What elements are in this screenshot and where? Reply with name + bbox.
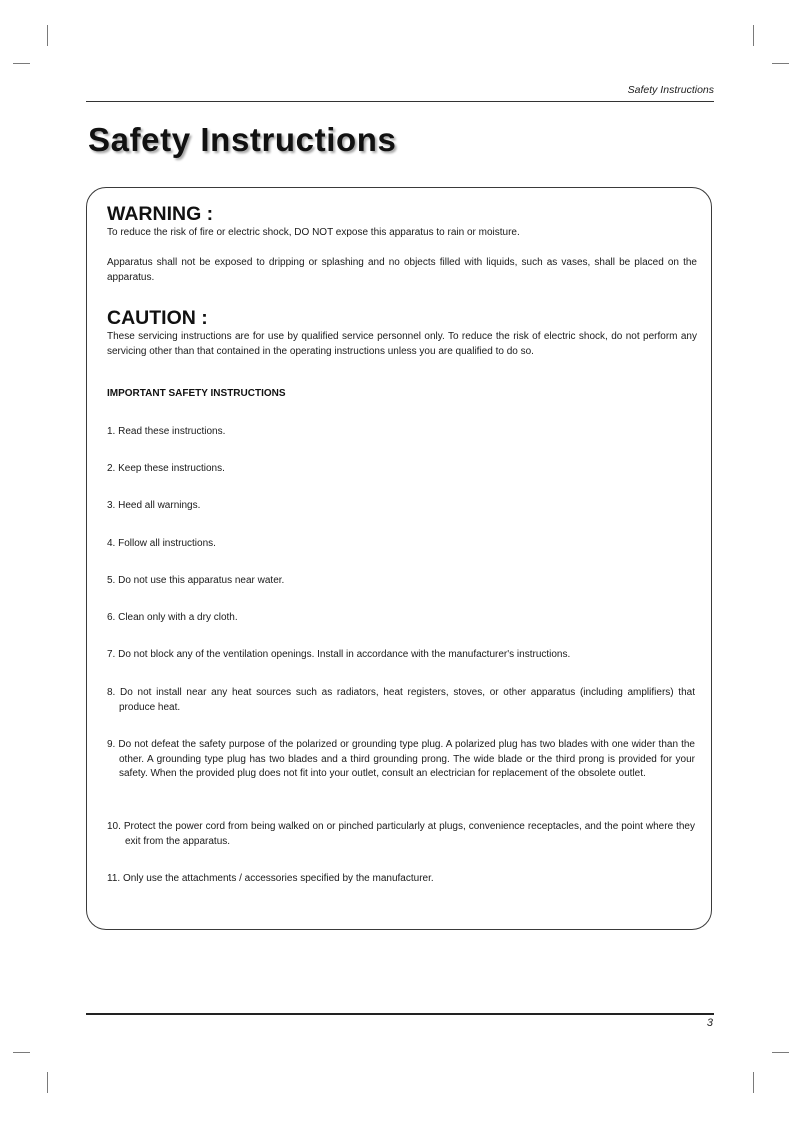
instruction-item-2: 2. Keep these instructions. xyxy=(107,463,225,474)
instruction-item-7: 7. Do not block any of the ventilation openings. Install in accordance with the manufacturer's instructions. xyxy=(107,649,571,660)
safety-box xyxy=(86,187,712,930)
crop-mark-top-left-vertical xyxy=(47,25,48,46)
header-rule xyxy=(86,101,714,102)
instruction-item-9: 9. Do not defeat the safety purpose of the polarized or grounding type plug. A polarized plug has two blades with one wider than the other. A grounding type plug has two blades and a third grounding prong. The wide blade or the third prong is provided for your safety. When the provided plug does not fit into your outlet, consult an electrician for replacement of the obsolete outlet. xyxy=(107,739,695,779)
footer-rule xyxy=(86,1013,714,1015)
crop-mark-top-left-horizontal xyxy=(13,63,30,64)
instruction-item-6: 6. Clean only with a dry cloth. xyxy=(107,612,238,623)
running-header: Safety Instructions xyxy=(627,84,714,96)
crop-mark-bottom-right-horizontal xyxy=(772,1052,789,1053)
crop-mark-bottom-right-vertical xyxy=(753,1072,754,1093)
instruction-item-5: 5. Do not use this apparatus near water. xyxy=(107,575,285,586)
instruction-item-10: 10. Protect the power cord from being walked on or pinched particularly at plugs, convenience receptacles, and the point where they exit from the apparatus. xyxy=(107,821,695,847)
instruction-item-1: 1. Read these instructions. xyxy=(107,426,226,437)
instruction-item-3: 3. Heed all warnings. xyxy=(107,500,201,511)
crop-mark-top-right-vertical xyxy=(753,25,754,46)
instruction-item-11: 11. Only use the attachments / accessories specified by the manufacturer. xyxy=(107,873,434,884)
crop-mark-top-right-horizontal xyxy=(772,63,789,64)
warning-paragraph-2: Apparatus shall not be exposed to dripping or splashing and no objects filled with liquids, such as vases, shall be placed on the apparatus. xyxy=(107,257,697,283)
instruction-item-4: 4. Follow all instructions. xyxy=(107,538,216,549)
page-title: Safety Instructions xyxy=(88,121,397,158)
caution-paragraph: These servicing instructions are for use by qualified service personnel only. To reduce the risk of electric shock, do not perform any servicing other than that contained in the operating instructions unless you are qualified to do so. xyxy=(107,331,697,357)
crop-mark-bottom-left-horizontal xyxy=(13,1052,30,1053)
warning-heading: WARNING : xyxy=(107,203,214,225)
warning-paragraph-1: To reduce the risk of fire or electric shock, DO NOT expose this apparatus to rain or moisture. xyxy=(107,227,520,238)
crop-mark-bottom-left-vertical xyxy=(47,1072,48,1093)
page-number: 3 xyxy=(706,1017,713,1029)
instruction-item-8: 8. Do not install near any heat sources such as radiators, heat registers, stoves, or other apparatus (including amplifiers) that produce heat. xyxy=(107,687,695,713)
caution-heading: CAUTION : xyxy=(107,307,208,329)
important-safety-heading: IMPORTANT SAFETY INSTRUCTIONS xyxy=(107,388,286,399)
